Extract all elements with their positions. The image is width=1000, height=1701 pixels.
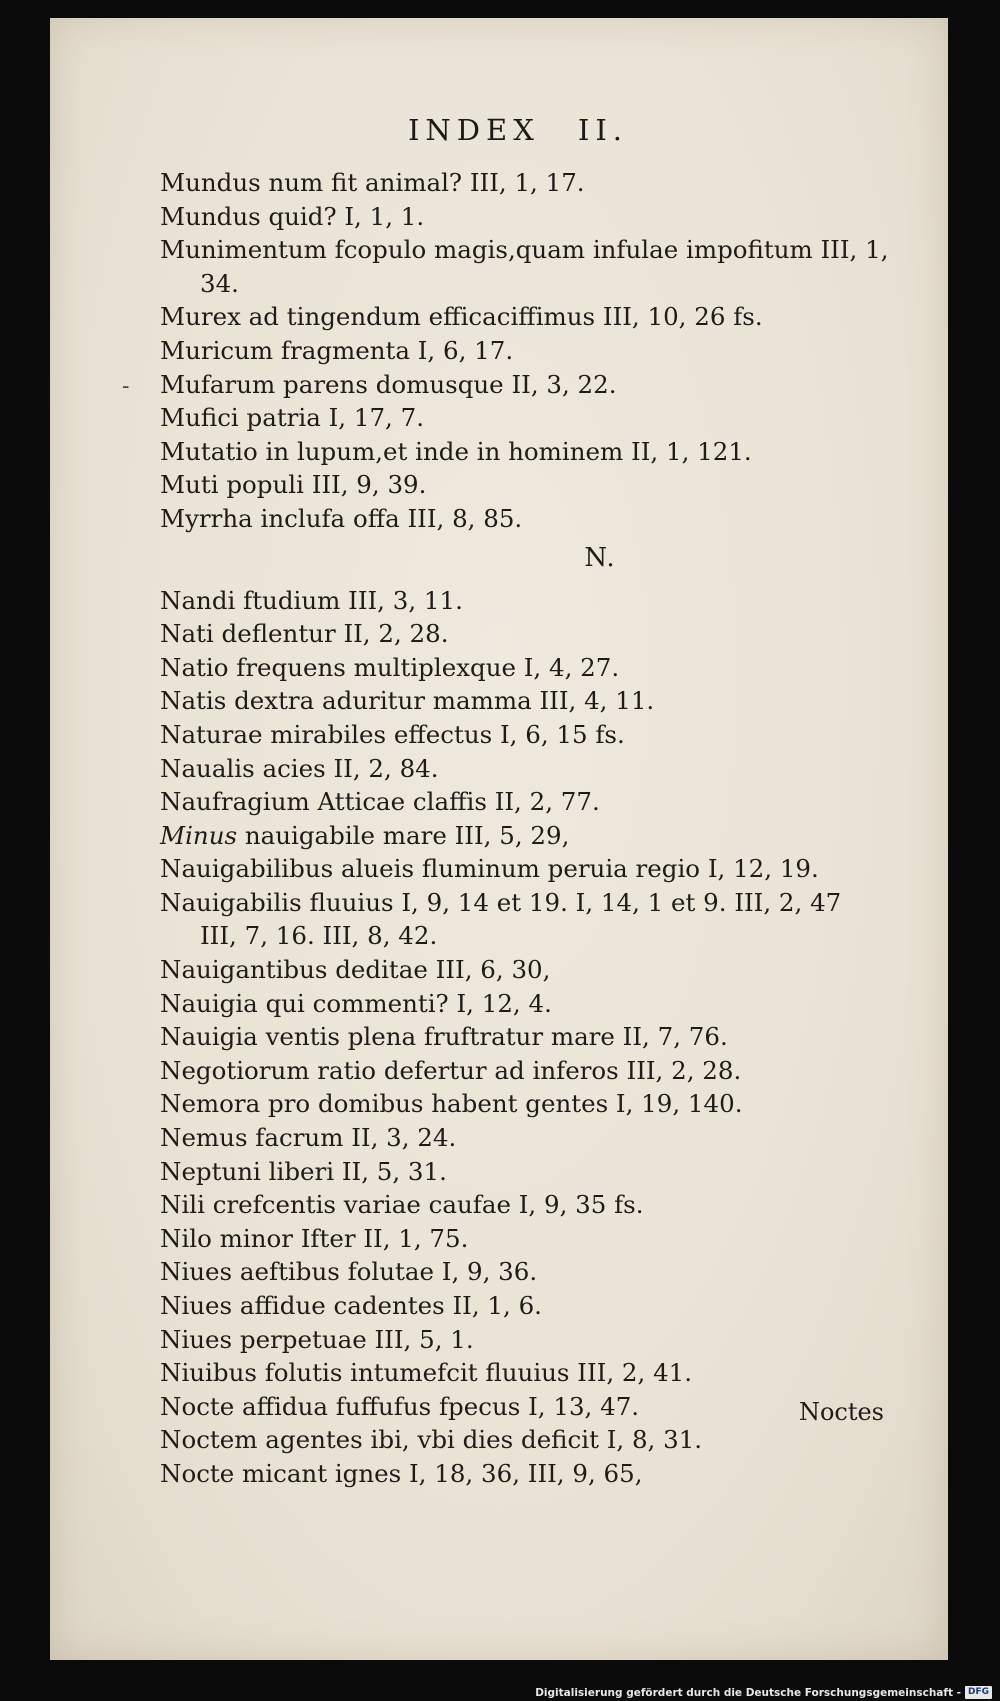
book-page xyxy=(50,18,948,1660)
index-entry: Nati deflentur II, 2, 28. xyxy=(160,619,449,649)
index-entry: Muti populi III, 9, 39. xyxy=(160,470,427,500)
index-entry: Nilo minor Ifter II, 1, 75. xyxy=(160,1223,469,1253)
page-header xyxy=(50,113,948,147)
index-entry: Niues aeftibus folutae I, 9, 36. xyxy=(160,1257,538,1287)
index-entry: Nocte micant ignes I, 18, 36, III, 9, 65, xyxy=(160,1458,643,1488)
index-entry: Nandi ftudium III, 3, 11. xyxy=(160,585,463,615)
index-entry: Nauigabilis fluuius I, 9, 14 et 19. I, 14, 1 et 9. III, 2, 47 xyxy=(160,887,842,917)
index-entry: Mutatio in lupum,et inde in hominem II, 1, 121. xyxy=(160,436,752,466)
index-entries xyxy=(160,166,960,1491)
header-number: II. xyxy=(577,113,629,147)
index-entry: Nauigia ventis plena fruftratur mare II, 7, 76. xyxy=(160,1022,728,1052)
index-entry: Nauigantibus deditae III, 6, 30, xyxy=(160,955,551,985)
index-entry: Natis dextra aduritur mamma III, 4, 11. xyxy=(160,686,655,716)
index-entry: Nauigabilibus alueis fluminum peruia regio I, 12, 19. xyxy=(160,854,819,884)
index-entry: Niues perpetuae III, 5, 1. xyxy=(160,1324,474,1354)
section-heading: N. xyxy=(584,542,616,573)
index-entry: Naualis acies II, 2, 84. xyxy=(160,753,439,783)
index-entry xyxy=(160,819,960,853)
index-entry: Myrrha inclufa offa III, 8, 85. xyxy=(160,503,523,533)
index-entry: Natio frequens multiplexque I, 4, 27. xyxy=(160,652,620,682)
footer-text: Digitalisierung gefördert durch die Deutsche Forschungsgemeinschaft - xyxy=(535,1686,961,1699)
entry-text: nauigabile mare III, 5, 29, xyxy=(237,820,570,850)
margin-mark: - xyxy=(122,374,130,399)
entry-italic-word: Minus xyxy=(160,820,238,850)
index-entry: Murex ad tingendum efficaciffimus III, 10, 26 fs. xyxy=(160,302,763,332)
header-title: INDEX xyxy=(407,113,540,147)
index-entry: Nemora pro domibus habent gentes I, 19, 140. xyxy=(160,1089,743,1119)
index-entry: Mufici patria I, 17, 7. xyxy=(160,403,425,433)
index-entry: Mundus quid? I, 1, 1. xyxy=(160,201,425,231)
index-entry: Naturae mirabiles effectus I, 6, 15 fs. xyxy=(160,719,625,749)
index-entry: Negotiorum ratio defertur ad inferos III, 2, 28. xyxy=(160,1055,742,1085)
index-entry: Neptuni liberi II, 5, 31. xyxy=(160,1156,447,1186)
index-entry: Nemus facrum II, 3, 24. xyxy=(160,1123,457,1153)
index-entry-continuation: 34. xyxy=(200,268,239,298)
index-entry: Mufarum parens domusque II, 3, 22. xyxy=(160,369,617,399)
index-entry: Muricum fragmenta I, 6, 17. xyxy=(160,335,514,365)
index-entry: Nili crefcentis variae caufae I, 9, 35 fs. xyxy=(160,1190,644,1220)
index-entry-continuation: III, 7, 16. III, 8, 42. xyxy=(200,921,438,951)
digitization-footer xyxy=(535,1686,992,1699)
catchword: Noctes xyxy=(798,1398,884,1426)
index-entry: Munimentum fcopulo magis,quam infulae impofitum III, 1, xyxy=(160,235,889,265)
index-entry: Noctem agentes ibi, vbi dies deficit I, 8, 31. xyxy=(160,1425,703,1455)
index-entry: Mundus num fit animal? III, 1, 17. xyxy=(160,168,585,197)
index-entry: Naufragium Atticae claffis II, 2, 77. xyxy=(160,787,600,817)
dfg-logo-icon: DFG xyxy=(965,1686,992,1699)
index-entry: Niuibus folutis intumefcit fluuius III, 2, 41. xyxy=(160,1358,693,1388)
index-entry: Nocte affidua fuffufus fpecus I, 13, 47. xyxy=(160,1391,640,1421)
index-entry: Niues affidue cadentes II, 1, 6. xyxy=(160,1291,542,1320)
index-entry: Nauigia qui commenti? I, 12, 4. xyxy=(160,988,552,1018)
